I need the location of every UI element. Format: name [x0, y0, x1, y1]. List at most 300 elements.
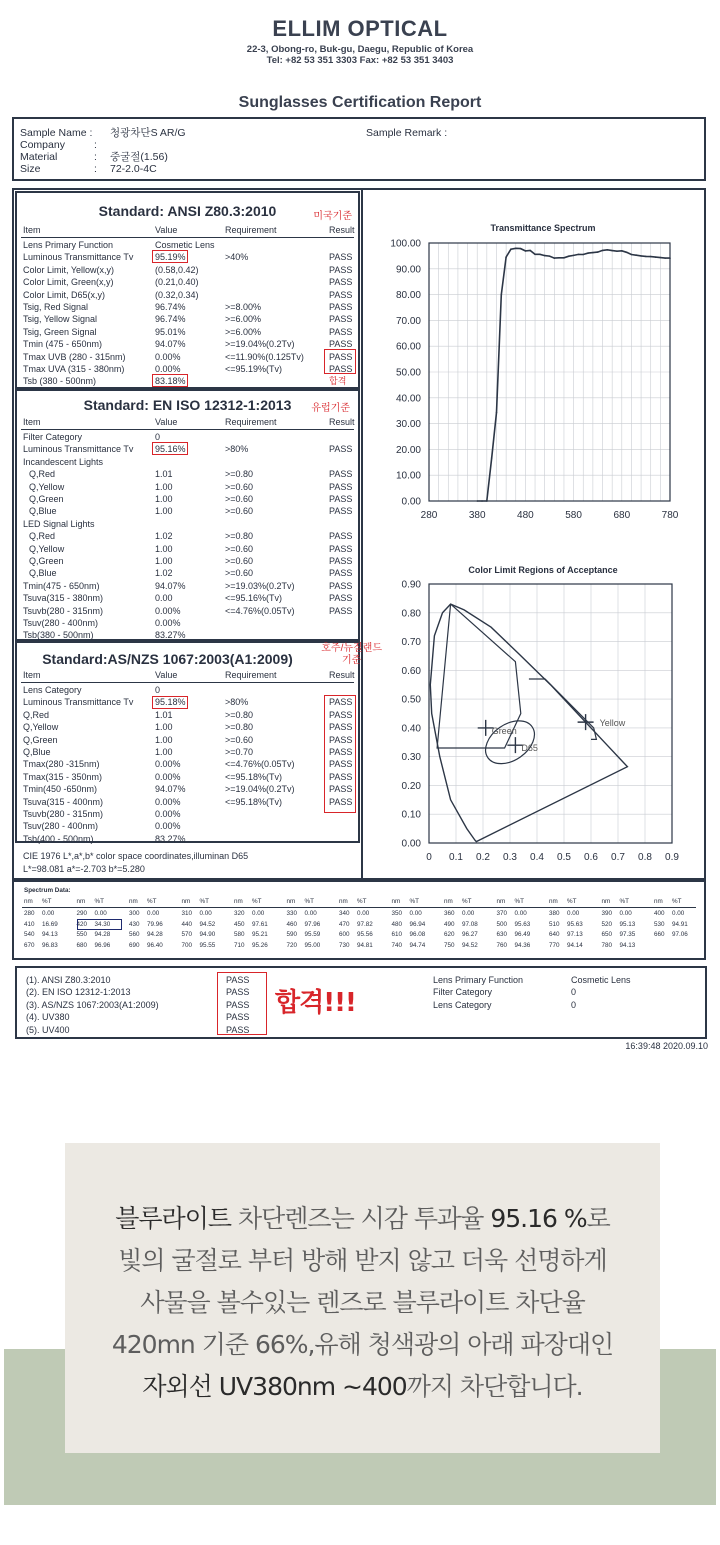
cell-value: 0.00%	[155, 771, 181, 782]
spectrum-cell: 740	[391, 941, 403, 949]
spectrum-cell: 0.00	[94, 910, 107, 917]
cell-item: Tmax(280 -315nm)	[23, 759, 100, 770]
x-tick-label: 280	[420, 510, 438, 521]
spectrum-cell: 96.96	[94, 941, 111, 949]
cell-result: PASS	[329, 568, 353, 579]
cell-result: 합격	[329, 376, 347, 387]
data-point	[534, 253, 536, 255]
cell-item: Tmin(475 - 650nm)	[23, 580, 100, 591]
data-point	[587, 252, 589, 254]
spectrum-header: %T	[199, 898, 209, 905]
cell-value: 1.00	[155, 734, 173, 745]
summary-prop-row	[433, 986, 673, 998]
y-tick-label: 20.00	[395, 444, 421, 456]
spectrum-cell: 96.08	[409, 931, 426, 938]
cell-value: 1.00	[155, 543, 173, 554]
spectrum-cell: 580	[234, 931, 245, 938]
summary-item: (1). ANSI Z80.3:2010	[26, 975, 111, 985]
cell-value: 96.74%	[155, 302, 186, 312]
banner-line-4: 420mn 기준 66%,유해 청색광의 아래 파장대인	[111, 1330, 614, 1359]
cell-value: 0.00	[155, 593, 173, 604]
cell-result: PASS	[329, 444, 353, 455]
table-row	[17, 301, 358, 313]
data-point	[664, 257, 666, 259]
summary-item: (4). UV380	[26, 1012, 70, 1023]
x-tick-label: 0.6	[584, 852, 598, 863]
spectrum-header: nm	[391, 898, 401, 905]
cell-req: >=0.60	[225, 543, 254, 554]
cell-value: 1.02	[155, 568, 173, 579]
cell-value: 95.19%	[155, 252, 186, 263]
cell-item: Luminous Transmittance Tv	[23, 697, 134, 708]
spectrum-cell: 380	[549, 910, 560, 917]
spectrum-cell: 300	[129, 910, 140, 917]
x-tick-label: 0.2	[476, 852, 490, 863]
sample-name-value: 청광차단S AR/G	[110, 127, 186, 139]
cell-value: 0.00%	[155, 605, 181, 616]
x-tick-label: 0.9	[665, 852, 679, 863]
table-row	[17, 518, 358, 530]
table-row	[17, 468, 358, 480]
highlight-box	[152, 250, 188, 263]
spectrum-cell: 320	[234, 910, 245, 917]
cell-result: PASS	[329, 556, 353, 566]
summary-result: PASS	[226, 975, 250, 985]
summary-props	[433, 974, 673, 1011]
cell-result: PASS	[329, 697, 353, 708]
spectrum-cell: 600	[339, 931, 350, 938]
cell-result: PASS	[329, 759, 353, 770]
cell-item: Q,Blue	[23, 747, 51, 757]
divider	[21, 429, 354, 430]
cell-item: LED Signal Lights	[23, 518, 95, 529]
cell-req: >=0.60	[225, 556, 254, 566]
cell-value: 0.00%	[155, 351, 181, 362]
col-value: Value	[155, 225, 178, 235]
highlight-box	[152, 442, 188, 455]
cell-item: Q,Yellow	[29, 543, 65, 554]
cell-value: 94.07%	[155, 784, 186, 795]
cell-item: Q,Red	[23, 709, 50, 720]
en-header-row	[17, 416, 358, 428]
y-tick-label: 0.00	[401, 496, 421, 508]
spectrum-cell: 350	[391, 910, 403, 917]
cell-item: Tmax UVA (315 - 380nm)	[23, 364, 125, 374]
spectrum-cell: 97.06	[672, 931, 688, 938]
data-point	[645, 256, 647, 258]
size-label: Size	[20, 163, 41, 175]
spectrum-header: nm	[339, 898, 348, 905]
table-row	[17, 758, 358, 770]
cell-result: PASS	[329, 289, 353, 300]
as-note-1: 호주/뉴질랜드	[321, 643, 382, 654]
spectrum-cell: 94.13	[42, 931, 58, 938]
table-row	[17, 456, 358, 468]
cell-item: Luminous Transmittance Tv	[23, 252, 134, 263]
spectrum-cell: 450	[234, 920, 245, 928]
spectrum-cell: 96.83	[42, 941, 58, 949]
cell-value: 0.00%	[155, 809, 181, 819]
en-panel	[15, 389, 360, 641]
spectrum-cell: 0.00	[619, 910, 632, 917]
spectrum-cell: 470	[339, 920, 350, 928]
y-tick-label: 50.00	[395, 367, 421, 379]
cell-req: >=0.60	[225, 506, 254, 517]
col-result: Result	[329, 417, 355, 427]
spectrum-cell: 620	[444, 931, 455, 938]
charts-area	[363, 191, 704, 878]
data-point	[491, 457, 493, 459]
table-row	[17, 605, 358, 617]
spectrum-header: nm	[444, 898, 453, 905]
y-tick-label: 30.00	[395, 419, 421, 431]
sample-labels	[20, 127, 92, 175]
spectrum-cell: 510	[549, 920, 560, 928]
spectrum-header: %T	[94, 898, 104, 905]
data-point	[568, 255, 570, 257]
cell-req: >=6.00%	[225, 314, 262, 325]
y-tick-label: 0.40	[401, 723, 421, 735]
y-tick-label: 40.00	[395, 393, 421, 405]
spectrum-cell: 430	[129, 920, 140, 928]
y-tick-label: 100.00	[390, 238, 421, 250]
cell-item: Q,Green	[29, 556, 64, 566]
spectrum-cell: 95.63	[514, 920, 531, 928]
table-row	[17, 820, 358, 832]
cell-value: Cosmetic Lens	[155, 240, 215, 250]
spectrum-cell: 96.94	[409, 920, 426, 928]
cell-req: <=95.18%(Tv)	[225, 771, 283, 782]
cell-req: >=0.70	[225, 747, 254, 757]
cell-req: >=19.03%(0.2Tv)	[225, 580, 295, 591]
cell-item: Lens Primary Function	[23, 240, 114, 250]
spectrum-cell: 96.27	[462, 931, 478, 938]
cell-item: Tsuvb(280 - 315nm)	[23, 605, 104, 616]
spectrum-cell: 95.56	[357, 931, 373, 938]
spectrum-cell: 94.28	[147, 931, 163, 938]
y-tick-label: 10.00	[395, 470, 421, 482]
cell-result: PASS	[329, 531, 353, 542]
cell-item: Tsb(400 - 500nm)	[23, 833, 94, 844]
banner-line-2: 빛의 굴절로 부터 방해 받지 않고 더욱 선명하게	[118, 1246, 607, 1275]
spectrum-cell: 97.13	[567, 931, 583, 938]
spectrum-header: nm	[496, 898, 506, 905]
cell-item: Tsuvb(280 - 315nm)	[23, 809, 104, 819]
data-point	[602, 250, 604, 252]
table-row	[17, 276, 358, 288]
ansi-title: Standard: ANSI Z80.3:2010	[98, 203, 277, 219]
as-header-row	[17, 669, 358, 681]
cell-result: PASS	[329, 543, 353, 554]
spectrum-cell: 710	[234, 941, 245, 949]
cell-result: PASS	[329, 339, 353, 350]
spectrum-header: %T	[619, 898, 629, 905]
cell-result: PASS	[329, 277, 353, 288]
table-row	[17, 313, 358, 325]
x-tick-label: 0.5	[557, 852, 571, 863]
spectrum-cell: 680	[76, 941, 88, 949]
table-row	[17, 721, 358, 733]
x-tick-label: 0.7	[611, 852, 625, 863]
as-note-2: 기준	[341, 655, 362, 666]
spectrum-cell: 690	[129, 941, 140, 949]
cell-req: <=11.90%(0.125Tv)	[225, 351, 304, 362]
en-note: 유럽기준	[311, 403, 350, 414]
ansi-panel	[15, 191, 360, 389]
cell-item: Q,Green	[29, 494, 64, 504]
col-result: Result	[329, 670, 355, 680]
cell-req: <=95.18%(Tv)	[225, 796, 283, 807]
y-tick-label: 0.20	[401, 780, 421, 792]
cell-item: Q,Blue	[29, 506, 57, 517]
cell-result: PASS	[329, 326, 353, 337]
spectrum-data-box	[12, 880, 706, 960]
spectrum-cell: 94.90	[199, 931, 216, 938]
spectrum-header: %T	[567, 898, 577, 905]
spectrum-cell: 720	[286, 941, 298, 949]
cie-line-2: L*=98.081 a*=-2.703 b*=5.280	[23, 864, 145, 874]
color-point-label: D65	[521, 743, 538, 754]
table-row	[17, 530, 358, 542]
spectrum-header: nm	[76, 898, 86, 905]
cell-req: >80%	[225, 697, 249, 708]
spectrum-cell: 96.40	[147, 941, 163, 949]
spectrum-cell: 0.00	[147, 910, 160, 917]
table-row	[17, 771, 358, 783]
data-point	[539, 253, 541, 255]
cell-req: >=6.00%	[225, 326, 262, 337]
cell-req: <=95.16%(Tv)	[225, 593, 283, 604]
spectrum-cell: 94.28	[94, 931, 111, 938]
cell-req: >=19.04%(0.2Tv)	[225, 784, 295, 795]
table-row	[17, 796, 358, 808]
spectrum-cell: 460	[286, 920, 298, 928]
summary-list	[26, 974, 159, 1036]
table-row	[17, 617, 358, 629]
cell-result: PASS	[329, 481, 353, 492]
cell-req: <=95.19%(Tv)	[225, 364, 283, 374]
spectrum-cell: 390	[601, 910, 613, 917]
cell-result: PASS	[329, 506, 353, 517]
highlight-box	[152, 696, 188, 709]
cell-req: <=4.76%(0.05Tv)	[225, 605, 295, 616]
spectrum-cell: 94.52	[462, 941, 478, 949]
cell-req: >=0.80	[225, 469, 254, 480]
highlight-box	[77, 919, 122, 930]
cell-item: Tsuv(280 - 400nm)	[23, 618, 99, 628]
spectrum-header: %T	[42, 898, 52, 905]
cell-result: PASS	[329, 302, 353, 312]
spectrum-cell: 780	[601, 941, 613, 949]
prop-value: 0	[571, 987, 577, 998]
spectrum-cell: 95.55	[199, 941, 216, 949]
x-tick-label: 0.1	[449, 852, 463, 863]
banner-bold: 자외선 UV380nm ~400	[142, 1372, 407, 1401]
data-point	[554, 257, 556, 259]
cell-value: 0.00%	[155, 759, 181, 770]
spectrum-cell: 0.00	[567, 910, 580, 917]
cell-item: Tsuva(315 - 400nm)	[23, 796, 104, 807]
banner-bold: 블루라이트	[115, 1204, 232, 1233]
cie-panel	[15, 843, 360, 880]
cell-item: Q,Blue	[29, 568, 57, 579]
summary-item: (2). EN ISO 12312-1:2013	[26, 987, 131, 998]
spectrum-header: nm	[181, 898, 191, 905]
cell-value: 83.18%	[155, 376, 186, 387]
cell-result: PASS	[329, 314, 353, 325]
cell-item: Incandescent Lights	[23, 456, 104, 467]
col-req: Requirement	[225, 417, 277, 427]
cell-item: Tmin(450 -650nm)	[23, 784, 98, 795]
spectrum-cell: 94.52	[199, 920, 216, 928]
table-row	[17, 567, 358, 579]
spectrum-cell: 360	[444, 910, 455, 917]
cell-item: Q,Green	[23, 734, 58, 745]
data-point	[631, 254, 633, 256]
cell-result: PASS	[329, 351, 353, 362]
y-tick-label: 0.90	[401, 579, 421, 591]
spectrum-cell: 540	[24, 931, 35, 938]
spectrum-header: nm	[601, 898, 611, 905]
table-row	[17, 808, 358, 820]
spectrum-cell: 0.00	[672, 910, 685, 917]
spectrum-cell: 400	[654, 910, 665, 917]
sample-name-label: Sample Name :	[20, 127, 93, 139]
table-row	[17, 629, 358, 641]
spectrum-cell: 0.00	[357, 910, 370, 917]
cell-item: Tsuva(315 - 380nm)	[23, 593, 104, 604]
y-tick-label: 0.70	[401, 637, 421, 649]
prop-value: 0	[571, 999, 577, 1010]
data-point	[520, 248, 522, 250]
spectrum-cell: 95.59	[304, 931, 321, 938]
summary-item: (3). AS/NZS 1067:2003(A1:2009)	[26, 999, 159, 1010]
table-row	[17, 505, 358, 517]
data-point	[611, 250, 613, 252]
cell-value: 0	[155, 432, 161, 442]
cell-result: PASS	[329, 494, 353, 504]
spectrum-cell: 97.08	[462, 920, 478, 928]
y-tick-label: 0.80	[401, 608, 421, 620]
cell-item: Tsig, Yellow Signal	[23, 314, 98, 325]
data-point	[655, 256, 657, 258]
cell-value: 94.07%	[155, 339, 186, 350]
divider	[21, 682, 354, 683]
data-point	[597, 251, 599, 253]
x-tick-label: 780	[661, 510, 679, 521]
spectrum-cell: 490	[444, 920, 455, 928]
spectrum-cell: 420	[76, 920, 88, 928]
data-point	[476, 500, 478, 502]
spectrum-header: %T	[147, 898, 157, 905]
as-title: Standard:AS/NZS 1067:2003(A1:2009)	[42, 651, 293, 667]
spectrum-header: %T	[514, 898, 524, 905]
tel-line: Tel: +82 53 351 3303 Fax: +82 53 351 3403	[266, 55, 454, 66]
table-row	[17, 338, 358, 350]
spectrum-chart	[390, 239, 678, 522]
cell-req: >=19.04%(0.2Tv)	[225, 339, 295, 350]
spectrum-cell: 660	[654, 931, 665, 938]
spectrum-cell: 610	[391, 931, 403, 938]
cell-item: Color Limit, Green(x,y)	[23, 277, 114, 288]
y-tick-label: 80.00	[395, 290, 421, 302]
cell-item: Lens Category	[23, 685, 82, 695]
col-req: Requirement	[225, 670, 277, 680]
spectrum-label: Spectrum Data:	[24, 887, 71, 894]
banner-line-5	[65, 1367, 660, 1403]
highlight-box	[324, 695, 356, 813]
ansi-note: 미국기준	[313, 211, 352, 222]
data-point	[563, 257, 565, 259]
spectrum-header: nm	[286, 898, 296, 905]
x-tick-label: 0.4	[530, 852, 544, 863]
data-point	[592, 252, 594, 254]
cell-item: Tsuv(280 - 400nm)	[23, 821, 99, 832]
col-item: Item	[23, 225, 41, 235]
cell-req: >=0.80	[225, 709, 254, 720]
cell-value: 0.00%	[155, 821, 181, 832]
cell-item: Color Limit, D65(x,y)	[23, 289, 106, 300]
spectrum-header: %T	[252, 898, 262, 905]
highlight-box	[324, 349, 356, 374]
table-row	[17, 351, 358, 363]
spectrum-cell: 500	[496, 920, 508, 928]
col-result: Result	[329, 225, 355, 235]
as-panel	[15, 641, 382, 844]
cell-item: Color Limit, Yellow(x,y)	[23, 264, 115, 275]
spectrum-cell: 95.26	[252, 941, 268, 949]
table-row	[17, 746, 358, 758]
divider	[21, 237, 354, 238]
divider	[22, 907, 696, 908]
data-point	[525, 250, 527, 252]
y-tick-label: 0.50	[401, 694, 421, 706]
spectrum-cell: 0.00	[409, 910, 422, 917]
table-row	[17, 555, 358, 567]
spectrum-cell: 440	[181, 920, 193, 928]
cell-value: 95.18%	[155, 697, 186, 708]
spectrum-cell: 0.00	[42, 910, 55, 917]
spectrum-cell: 16.69	[42, 920, 58, 928]
cell-value: 0.00%	[155, 796, 181, 807]
cell-item: Tsig, Green Signal	[23, 326, 97, 337]
spectrum-header: nm	[549, 898, 558, 905]
table-row	[17, 684, 358, 696]
table-row	[17, 481, 358, 493]
sample-values	[110, 127, 186, 175]
spectrum-header: nm	[234, 898, 243, 905]
prop-label: Lens Primary Function	[433, 975, 524, 985]
spectrum-cell: 0.00	[514, 910, 527, 917]
cell-result: PASS	[329, 771, 353, 782]
spectrum-cell: 670	[24, 941, 35, 949]
table-row	[17, 783, 358, 795]
prop-label: Lens Category	[433, 999, 492, 1010]
cell-value: 0.00%	[155, 364, 181, 374]
banner-text: 로	[586, 1204, 610, 1233]
cell-value: 0	[155, 685, 161, 695]
cell-result: PASS	[329, 734, 353, 745]
data-point	[510, 248, 512, 250]
data-point	[616, 250, 618, 252]
banner-text: 차단렌즈는 시감 투과율	[231, 1204, 491, 1233]
y-tick-label: 60.00	[395, 341, 421, 353]
y-tick-label: 0.60	[401, 665, 421, 677]
cell-result: PASS	[329, 593, 353, 604]
spectrum-cell: 410	[24, 920, 35, 928]
data-point	[481, 500, 483, 502]
x-tick-label: 0.3	[503, 852, 517, 863]
